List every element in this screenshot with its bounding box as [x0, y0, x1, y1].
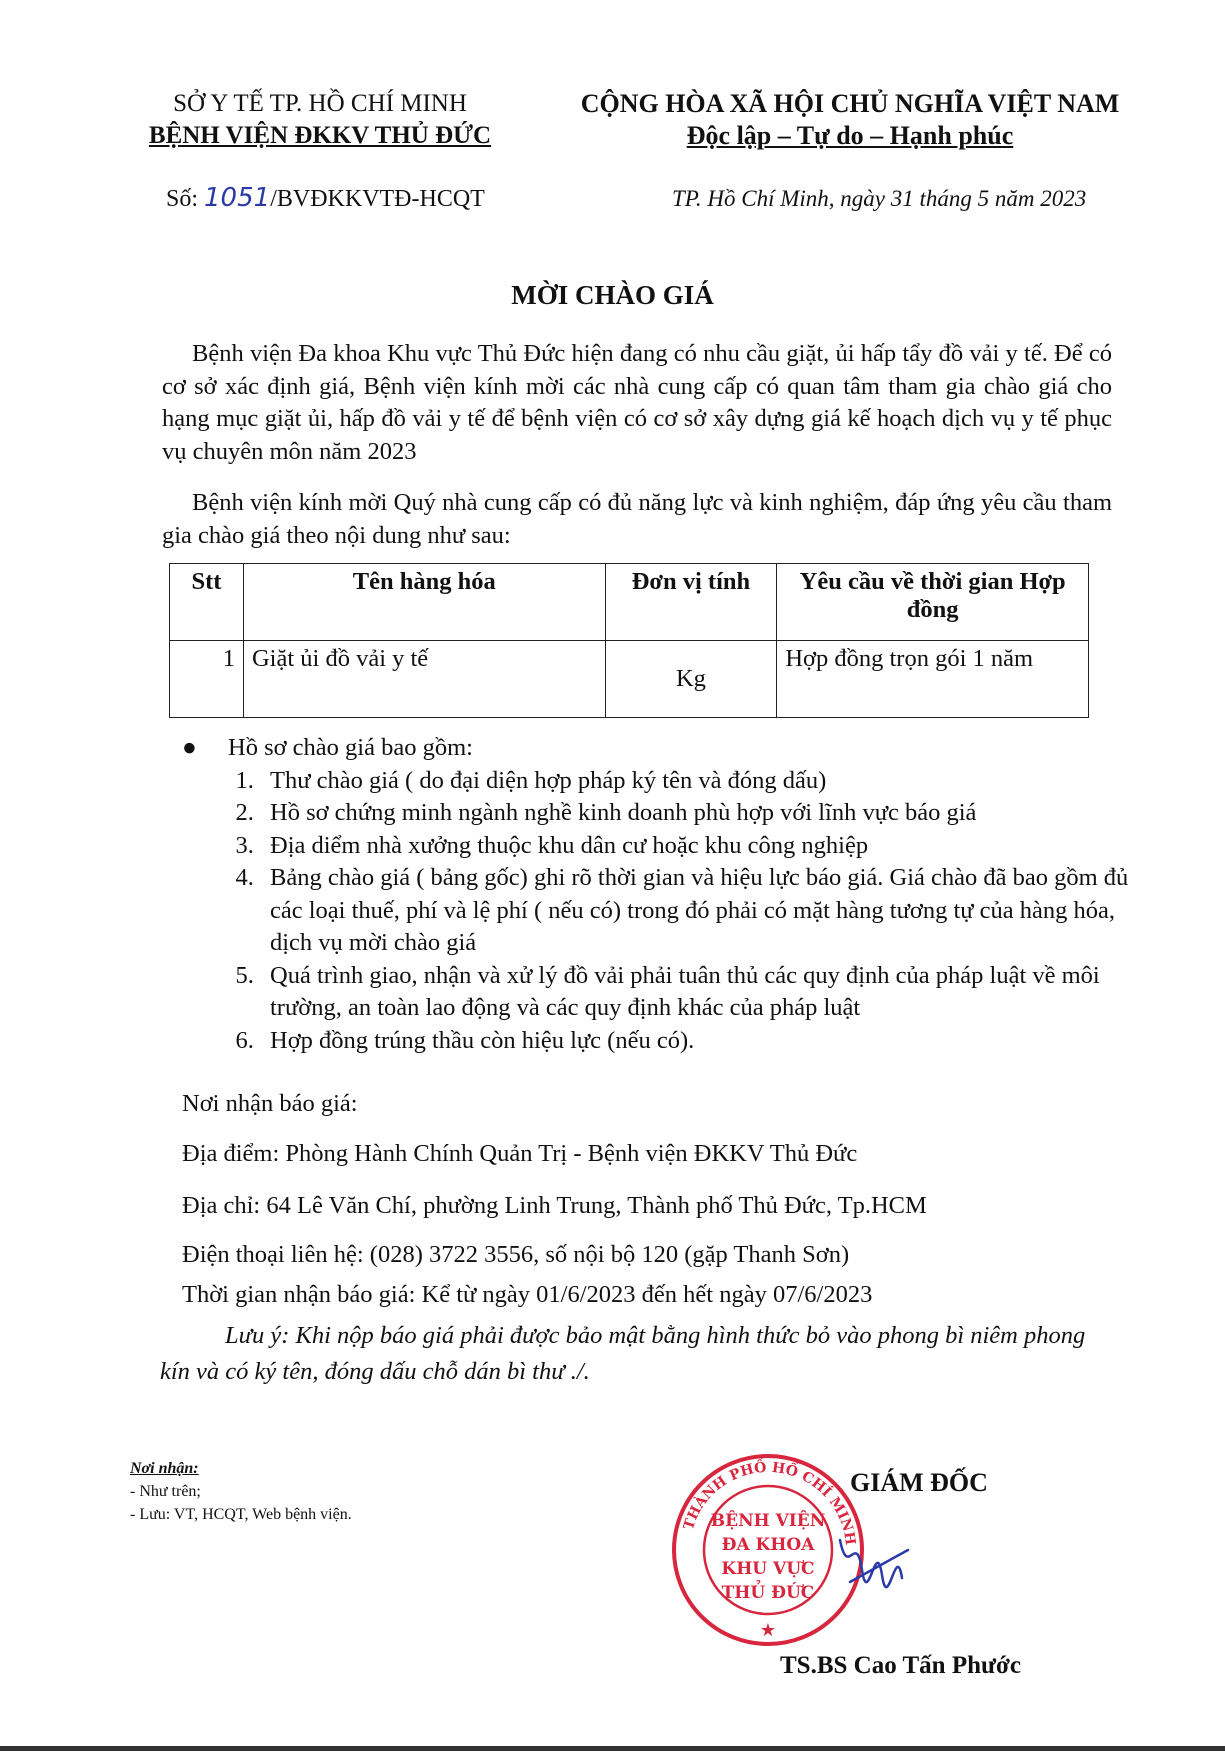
table-row	[170, 641, 1089, 718]
issuer-department: SỞ Y TẾ TP. HỒ CHÍ MINH	[173, 90, 467, 117]
list-item: 4. Bảng chào giá ( bảng gốc) ghi rõ thời gian và hiệu lực báo giá. Giá chào đã bao gồm đủ các loại thuế, phí và lệ phí ( nếu có) trong đó phải có mặt hàng tương tự của hàng hóa, dịch vụ mời chào giá	[260, 862, 1132, 960]
document-date: TP. Hồ Chí Minh, ngày 31 tháng 5 năm 2023	[672, 186, 1087, 211]
star-icon: ★	[759, 1620, 777, 1640]
ref-prefix: Số:	[166, 186, 199, 212]
list-item: 1. Thư chào giá ( do đại diện hợp pháp ký tên và đóng dấu)	[260, 765, 1132, 798]
national-title: CỘNG HÒA XÃ HỘI CHỦ NGHĨA VIỆT NAM	[580, 89, 1120, 118]
recipients-block	[130, 1457, 352, 1526]
ref-suffix: /BVĐKKVTĐ-HCQT	[270, 186, 485, 212]
receive-period: Thời gian nhận báo giá: Kể từ ngày 01/6/2023 đến hết ngày 07/6/2023	[182, 1281, 873, 1308]
stamp-line: KHU VỰC	[721, 1559, 815, 1579]
issuer-hospital: BỆNH VIỆN ĐKKV THỦ ĐỨC	[148, 122, 492, 149]
stamp-line: THỦ ĐỨC	[721, 1583, 815, 1603]
receive-address: Địa chỉ: 64 Lê Văn Chí, phường Linh Trung, Thành phố Thủ Đức, Tp.HCM	[182, 1192, 927, 1219]
issuer-block	[110, 88, 530, 152]
director-title: GIÁM ĐỐC	[850, 1468, 988, 1497]
cell-contract-time: Hợp đồng trọn gói 1 năm	[777, 641, 1089, 718]
page-bottom-border	[0, 1746, 1225, 1751]
national-motto: Độc lập – Tự do – Hạnh phúc	[686, 121, 1014, 150]
list-item: 2. Hồ sơ chứng minh ngành nghề kinh doanh phù hợp với lĩnh vực báo giá	[260, 797, 1132, 830]
cell-stt: 1	[170, 641, 244, 718]
stamp-ring-text: THÀNH PHỐ HỒ CHÍ MINH	[680, 1459, 859, 1547]
recipient-item: - Như trên;	[130, 1483, 201, 1500]
requirements-section	[182, 732, 1132, 1057]
goods-table	[169, 563, 1089, 718]
receive-location: Địa điểm: Phòng Hành Chính Quản Trị - Bệnh viện ĐKKV Thủ Đức	[182, 1140, 858, 1167]
table-header-row	[170, 564, 1089, 641]
list-item: 3. Địa diểm nhà xưởng thuộc khu dân cư hoặc khu công nghiệp	[260, 830, 1132, 863]
stamp-line: ĐA KHOA	[721, 1535, 815, 1555]
receive-label: Nơi nhận báo giá:	[182, 1090, 358, 1117]
recipients-label: Nơi nhận:	[130, 1460, 199, 1477]
col-header-item: Tên hàng hóa	[243, 564, 605, 641]
col-header-contract-time: Yêu cầu về thời gian Hợp đồng	[777, 564, 1089, 641]
national-header	[560, 88, 1140, 152]
cell-unit: Kg	[605, 641, 777, 718]
list-item: 5. Quá trình giao, nhận và xử lý đồ vải phải tuân thủ các quy định của pháp luật về môi trường, an toàn lao động và các quy định khác của pháp luật	[260, 960, 1132, 1025]
recipient-item: - Lưu: VT, HCQT, Web bệnh viện.	[130, 1506, 352, 1523]
invite-paragraph	[162, 487, 1112, 552]
intro-paragraph	[162, 338, 1112, 468]
document-title: MỜI CHÀO GIÁ	[511, 280, 714, 310]
col-header-unit: Đơn vị tính	[605, 564, 777, 641]
signature-scribble-icon	[830, 1520, 920, 1600]
requirements-heading-text: Hồ sơ chào giá bao gồm:	[228, 734, 473, 761]
ref-number: 1051	[204, 183, 271, 213]
intro-text: Bệnh viện Đa khoa Khu vực Thủ Đức hiện đang có nhu cầu giặt, ủi hấp tẩy đồ vải y tế. Để có cơ sở xác định giá, Bệnh viện kính mời các nhà cung cấp có quan tâm tham gia chào giá cho hạng mục giặt ủi, hấp đồ vải y tế để bệnh viện có cơ sở xây dựng giá kế hoạch dịch vụ y tế phục vụ chuyên môn năm 2023	[162, 340, 1112, 465]
note-paragraph: Lưu ý: Khi nộp báo giá phải được bảo mật bằng hình thức bỏ vào phong bì niêm phong kín và có ký tên, đóng dấu chỗ dán bì thư ./.	[160, 1322, 1086, 1385]
col-header-stt: Stt	[170, 564, 244, 641]
invite-text: Bệnh viện kính mời Quý nhà cung cấp có đủ năng lực và kinh nghiệm, đáp ứng yêu cầu tham gia chào giá theo nội dung như sau:	[162, 489, 1112, 549]
requirements-list	[182, 765, 1132, 1058]
contact-phone: Điện thoại liên hệ: (028) 3722 3556, số nội bộ 120 (gặp Thanh Sơn)	[182, 1241, 850, 1268]
bullet-icon: ●	[182, 734, 197, 761]
requirements-heading	[182, 732, 1132, 765]
cell-item: Giặt ủi đồ vải y tế	[243, 641, 605, 718]
signer-name: TS.BS Cao Tấn Phước	[780, 1652, 1021, 1679]
document-number	[166, 183, 485, 213]
stamp-line: BỆNH VIỆN	[710, 1511, 826, 1531]
list-item: 6. Hợp đồng trúng thầu còn hiệu lực (nếu có).	[260, 1025, 1132, 1058]
